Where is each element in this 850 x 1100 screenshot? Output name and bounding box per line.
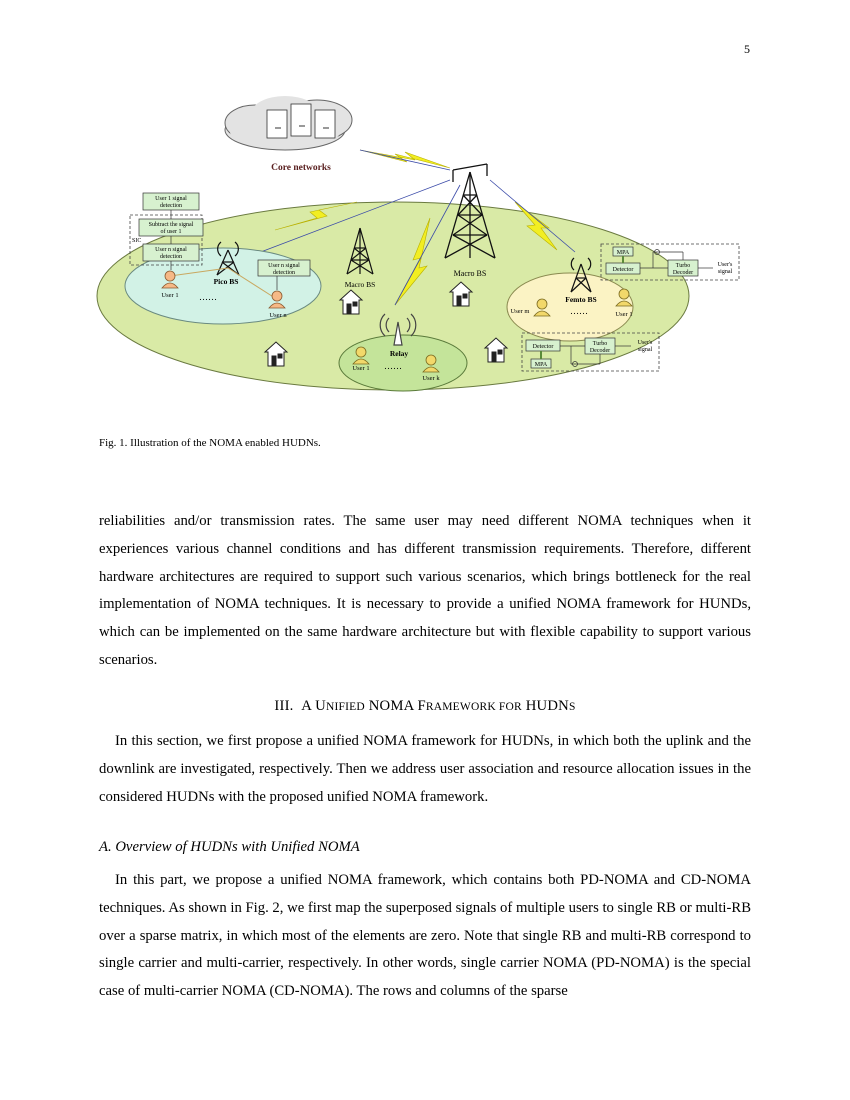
paragraph-overview: In this part, we propose a unified NOMA framework, which contains both PD-NOMA and CD-NOMA techniques. As shown in Fig. 2, we first map the superposed signals of multiple users to single RB or multi-RB over a sparse matrix, in which most of the elements are zero. Note that single RB and multi-RB correspond to single carrier and multi-carrier, respectively. In other words, single carrier NOMA (PD-NOMA) is the special case of multi-carrier NOMA (CD-NOMA). The rows and columns of the sparse (99, 872, 751, 1000)
pico-user-1-label: User 1 (161, 292, 179, 299)
pico-user-n-label: User n (269, 312, 287, 319)
femto-dots: …… (570, 306, 588, 316)
section-title-part: A U (301, 698, 326, 714)
mpa-text-lower: MPA (534, 362, 548, 368)
femto-user-m-label: User m (510, 308, 530, 315)
figure-caption: Fig. 1. Illustration of the NOMA enabled HUDNs. (99, 437, 321, 449)
hudn-illustration-figure (95, 90, 745, 400)
pico-bs-label: Pico BS (213, 277, 239, 286)
section-title-part: HUDN (521, 698, 569, 714)
subsection-heading: A. Overview of HUDNs with Unified NOMA (99, 839, 360, 855)
detector-text-upper: Detector (612, 267, 634, 273)
turbo-text-lower-2: Decoder (589, 348, 611, 354)
subtract-text-1: Subtract the signal (148, 222, 194, 228)
mpa-text-upper: MPA (616, 250, 630, 256)
paragraph-section-intro: In this section, we first propose a unified NOMA framework for HUDNs, in which both the uplink and the downlink are investigated, respectively. Then we address user association and resource allocation issues in the considered HUDNs with the proposed unified NOMA framework. (99, 733, 751, 805)
relay-user-1-label: User 1 (352, 365, 370, 372)
turbo-text-upper-1: Turbo (675, 263, 691, 269)
detector-text-lower: Detector (532, 344, 554, 350)
user-n-detection-b-text-1: User n signal (268, 263, 300, 269)
user-1-detection-text-1: User 1 signal (155, 196, 187, 202)
section-title-part: NIFIED (325, 701, 365, 713)
section-number: III. (274, 698, 294, 714)
core-networks-label: Core networks (271, 163, 331, 173)
relay-user-k-label: User k (422, 375, 440, 382)
user-n-detection-text-1: User n signal (155, 247, 187, 253)
users-signal-lower-1: User's (637, 340, 653, 346)
macro-bs-left-label: Macro BS (344, 280, 376, 289)
section-title-part: S (568, 701, 576, 713)
femto-user-1-label: User 1 (615, 311, 633, 318)
users-signal-upper-2: signal (717, 269, 733, 275)
user-n-detection-b-text-2: detection (273, 270, 295, 276)
section-title-part: NOMA F (364, 698, 426, 714)
users-signal-lower-2: signal (637, 347, 653, 353)
sic-label: SIC (132, 238, 142, 244)
macro-bs-center-label: Macro BS (453, 269, 487, 278)
section-title-part: RAMEWORK FOR (425, 701, 522, 713)
turbo-text-upper-2: Decoder (672, 270, 694, 276)
page-number: 5 (744, 42, 750, 56)
subtract-text-2: of user 1 (160, 229, 182, 235)
section-heading (0, 698, 850, 715)
user-n-detection-text-2: detection (160, 254, 182, 260)
pico-dots: …… (199, 292, 217, 302)
user-1-detection-text-2: detection (160, 203, 182, 209)
core-network-cloud (225, 96, 352, 150)
users-signal-upper-1: User's (717, 262, 733, 268)
turbo-text-lower-1: Turbo (592, 341, 608, 347)
paragraph-continuation: reliabilities and/or transmission rates. The same user may need different NOMA techniques when it experiences various channel conditions and has different transmission requirements. Therefore, different hardware architectures are required to support such various scenarios, which brings bottleneck for the real implementation of NOMA techniques. It is necessary to provide a unified NOMA framework for HUNDs, which can be implemented on the same hardware architecture but with flexible capability to support various scenarios. (99, 513, 751, 668)
relay-dots: …… (384, 361, 402, 371)
relay-label: Relay (389, 349, 409, 358)
femto-bs-label: Femto BS (565, 295, 597, 304)
